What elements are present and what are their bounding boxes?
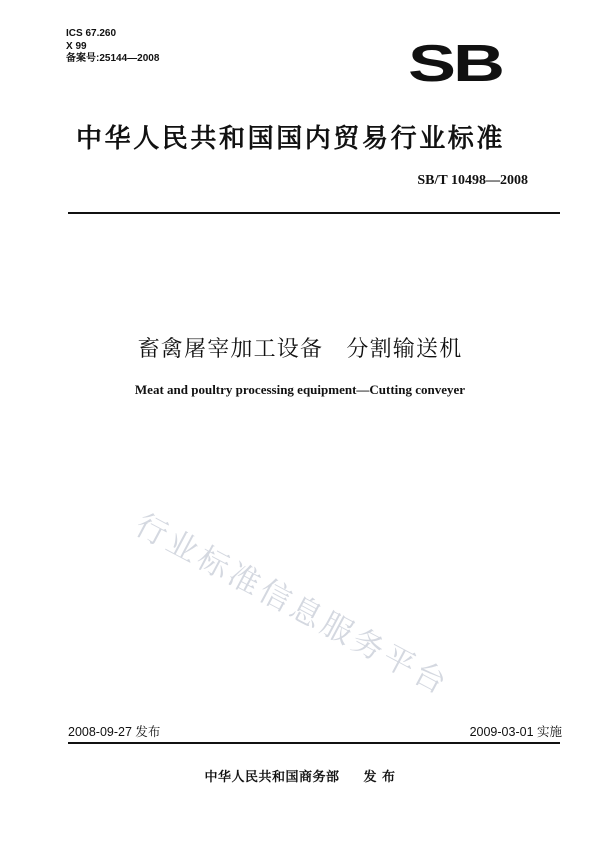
document-title-en: Meat and poultry processing equipment—Cutting conveyer — [134, 382, 466, 397]
issuer-line — [0, 766, 600, 785]
watermark: 行业标准信息服务平台 — [129, 507, 456, 704]
publish-date: 2008-09-27 发布 — [68, 725, 161, 739]
filing-number: 备案号:25144—2008 — [66, 53, 160, 64]
issuer-name: 中华人民共和国商务部 — [204, 770, 340, 785]
document-title-zh: 畜禽屠宰加工设备 分割输送机 — [137, 337, 463, 362]
header-meta — [66, 28, 159, 66]
effective-date: 2009-03-01 实施 — [469, 725, 562, 739]
standard-number: SB/T 10498—2008 — [417, 173, 528, 188]
issuer-action: 发 布 — [363, 770, 396, 785]
top-divider — [68, 212, 560, 214]
bottom-divider — [68, 742, 560, 744]
standard-category-title: 中华人民共和国国内贸易行业标准 — [76, 124, 506, 154]
classification-code: X 99 — [66, 40, 87, 52]
sb-logo: SB — [408, 35, 503, 93]
ics-code: ICS 67.260 — [66, 28, 117, 39]
